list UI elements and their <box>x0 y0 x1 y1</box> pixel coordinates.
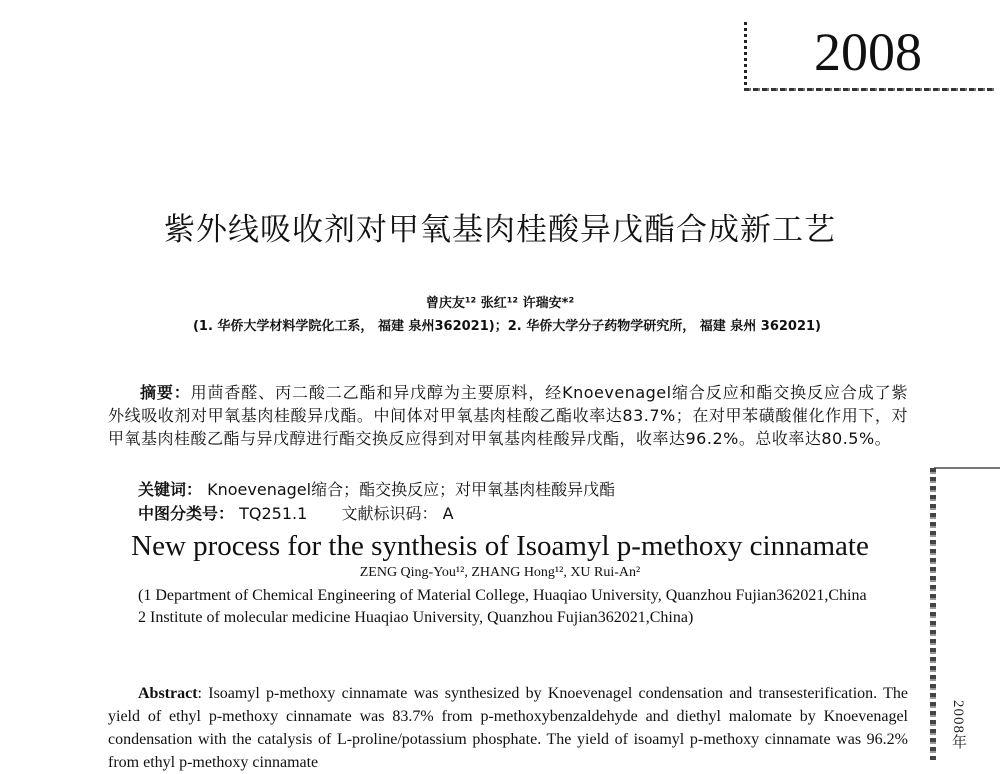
chinese-authors: 曾庆友¹² 张红¹² 许瑞安*² <box>425 296 575 311</box>
header-horizontal-rule <box>744 88 994 91</box>
chinese-abstract-text: 用茴香醛、丙二酸二乙酯和异戊醇为主要原料，经Knoevenagel缩合反应和酯交换反应合成了紫外线吸收剂对甲氧基肉桂酸异戊酯。中间体对甲氧基肉桂酸乙酯收率达83.7%；在对甲苯磺酸催化作用下，对甲氧基肉桂酸乙酯与异戊醇进行酯交换反应得到对甲氧基肉桂酸异戊酯，收率达96.2%。总收率达80.5%。 <box>108 383 908 448</box>
chinese-title: 紫外线吸收剂对甲氧基肉桂酸异戊酯合成新工艺 <box>164 212 836 248</box>
classification-line <box>138 502 938 525</box>
english-abstract <box>108 682 908 774</box>
english-affiliation-line-2: 2 Institute of molecular medicine Huaqiao University, Quanzhou Fujian362021,China) <box>138 609 694 626</box>
english-abstract-label: Abstract <box>138 685 198 702</box>
chinese-abstract-label: 摘要： <box>140 383 191 402</box>
clc-value: TQ251.1 <box>239 504 308 523</box>
english-authors: ZENG Qing-You¹², ZHANG Hong¹², XU Rui-An² <box>359 565 641 580</box>
english-title: New process for the synthesis of Isoamyl p-methoxy cinnamate <box>131 530 869 562</box>
doc-code-label: 文献标识码： <box>341 504 438 523</box>
side-year-label: 2008年 <box>950 700 966 750</box>
keywords-label: 关键词： <box>138 480 203 499</box>
english-abstract-text: : Isoamyl p-methoxy cinnamate was synthesized by Knoevenagel condensation and transesterification. The yield of ethyl p-methoxy cinnamate was 83.7% from p-methoxybenzaldehyde and diethyl malomate by Knoevenagel condensation with the catalysis of L-proline/potassium phosphate. The yield of isoamyl p-methoxy cinnamate was 96.2% from ethyl p-methoxy cinnamate <box>108 685 908 771</box>
english-affiliation-line-1: (1 Department of Chemical Engineering of Material College, Huaqiao University, Quanzhou Fujian362021,China <box>138 587 867 604</box>
english-affiliation <box>108 585 908 629</box>
doc-code-value: A <box>442 504 454 523</box>
year-label: 2008 <box>814 22 922 82</box>
chinese-abstract <box>108 381 908 450</box>
scan-edge-top <box>934 467 1000 469</box>
header-vertical-rule <box>744 22 747 88</box>
year-header <box>744 14 994 94</box>
keywords-text: Knoevenagel缩合；酯交换反应；对甲氧基肉桂酸异戊酯 <box>207 480 616 499</box>
clc-label: 中图分类号： <box>138 504 235 523</box>
chinese-keywords <box>138 478 938 501</box>
chinese-affiliation: (1. 华侨大学材料学院化工系， 福建 泉州362021)；2. 华侨大学分子药物学研究所， 福建 泉州 362021) <box>192 319 822 334</box>
